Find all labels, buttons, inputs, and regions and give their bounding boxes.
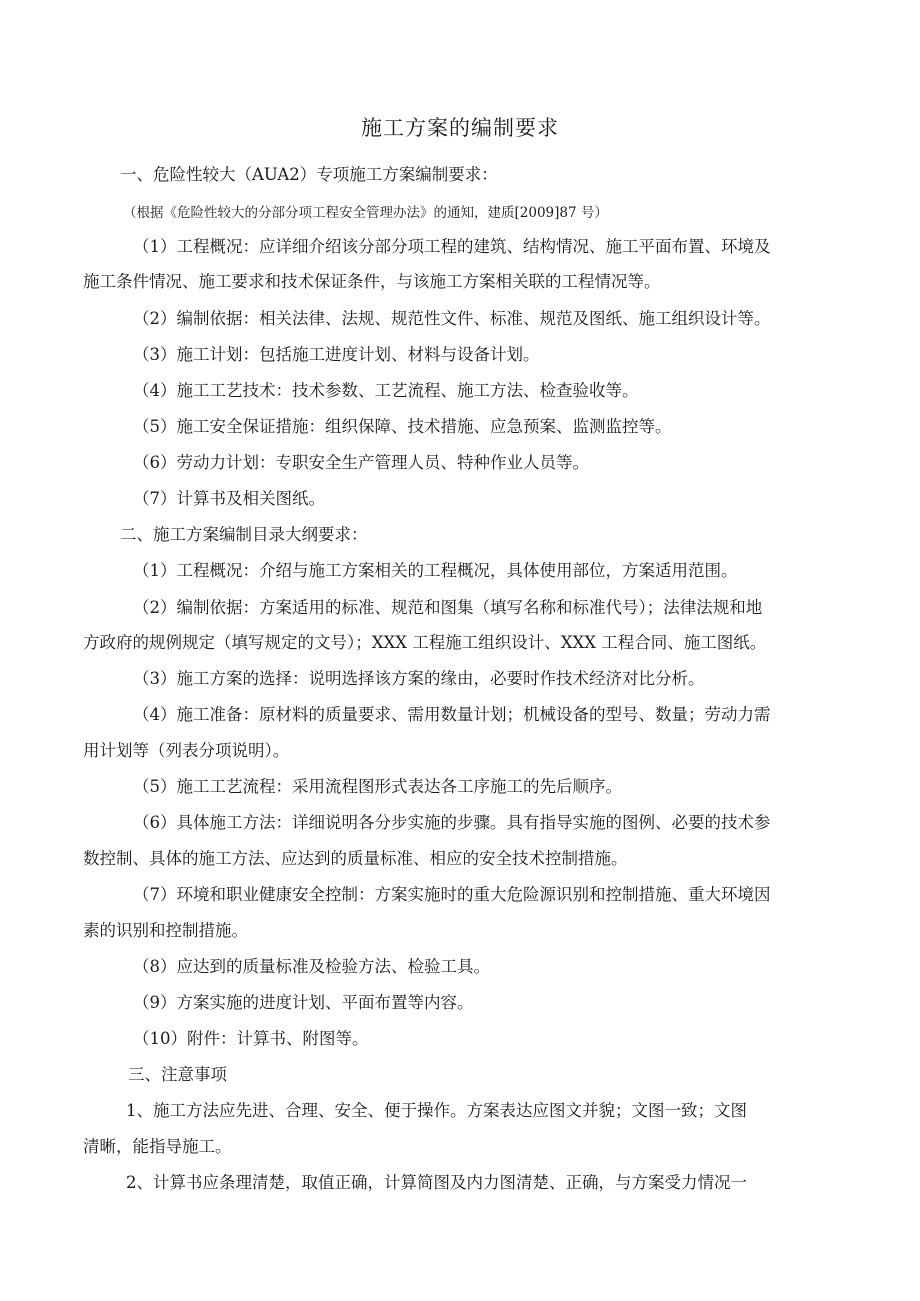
paragraph-line: （5）施工工艺流程：采用流程图形式表达各工序施工的先后顺序。	[133, 777, 622, 796]
paragraph-line: 1、施工方法应先进、合理、安全、便于操作。方案表达应图文并貌；文图一致；文图	[126, 1101, 747, 1120]
paragraph-line: （2）编制依据：相关法律、法规、规范性文件、标准、规范及图纸、施工组织设计等。	[133, 309, 771, 328]
paragraph-line: （3）施工计划：包括施工进度计划、材料与设备计划。	[133, 345, 540, 364]
paragraph-line: 数控制、具体的施工方法、应达到的质量标准、相应的安全技术控制措施。	[83, 849, 628, 868]
paragraph-line: （7）计算书及相关图纸。	[133, 489, 325, 508]
page-title: 施工方案的编制要求	[361, 116, 559, 140]
section-note: （根据《危险性较大的分部分项工程安全管理办法》的通知，建质[2009]87 号）	[123, 205, 608, 221]
paragraph-line: 素的识别和控制措施。	[83, 921, 248, 940]
paragraph-line: （1）工程概况：应详细介绍该分部分项工程的建筑、结构情况、施工平面布置、环境及	[133, 237, 771, 256]
paragraph-line: （5）施工安全保证措施：组织保障、技术措施、应急预案、监测监控等。	[133, 417, 672, 436]
paragraph-line: （10）附件：计算书、附图等。	[133, 1029, 369, 1048]
paragraph-line: 用计划等（列表分项说明）。	[83, 741, 290, 760]
section-heading-1: 一、危险性较大（AUA2）专项施工方案编制要求：	[120, 165, 498, 184]
paragraph-line: （4）施工工艺技术：技术参数、工艺流程、施工方法、检查验收等。	[133, 381, 639, 400]
section-heading-3: 三、注意事项	[128, 1065, 227, 1084]
paragraph-line: （6）劳动力计划：专职安全生产管理人员、特种作业人员等。	[133, 453, 589, 472]
paragraph-line: （4）施工准备：原材料的质量要求、需用数量计划；机械设备的型号、数量；劳动力需	[133, 705, 771, 724]
paragraph-line: 清晰，能指导施工。	[83, 1137, 232, 1156]
paragraph-line: （2）编制依据：方案适用的标准、规范和图集（填写名称和标准代号）；法律法规和地	[133, 598, 763, 617]
paragraph-line: （6）具体施工方法：详细说明各分步实施的步骤。具有指导实施的图例、必要的技术参	[133, 813, 771, 832]
paragraph-line: （3）施工方案的选择：说明选择该方案的缘由，必要时作技术经济对比分析。	[133, 669, 705, 688]
paragraph-line: 2、计算书应条理清楚，取值正确，计算简图及内力图清楚、正确，与方案受力情况一	[126, 1173, 747, 1192]
section-heading-2: 二、施工方案编制目录大纲要求：	[120, 525, 368, 544]
paragraph-line: （7）环境和职业健康安全控制：方案实施时的重大危险源识别和控制措施、重大环境因	[133, 885, 771, 904]
paragraph-line: （9）方案实施的进度计划、平面布置等内容。	[133, 993, 474, 1012]
paragraph-line: （1）工程概况：介绍与施工方案相关的工程概况，具体使用部位，方案适用范围。	[133, 561, 738, 580]
paragraph-line: （8）应达到的质量标准及检验方法、检验工具。	[133, 957, 490, 976]
paragraph-line: 施工条件情况、施工要求和技术保证条件，与该施工方案相关联的工程情况等。	[83, 272, 661, 291]
paragraph-line: 方政府的规例规定（填写规定的文号）；XXX 工程施工组织设计、XXX 工程合同、施工图纸。	[83, 633, 767, 652]
